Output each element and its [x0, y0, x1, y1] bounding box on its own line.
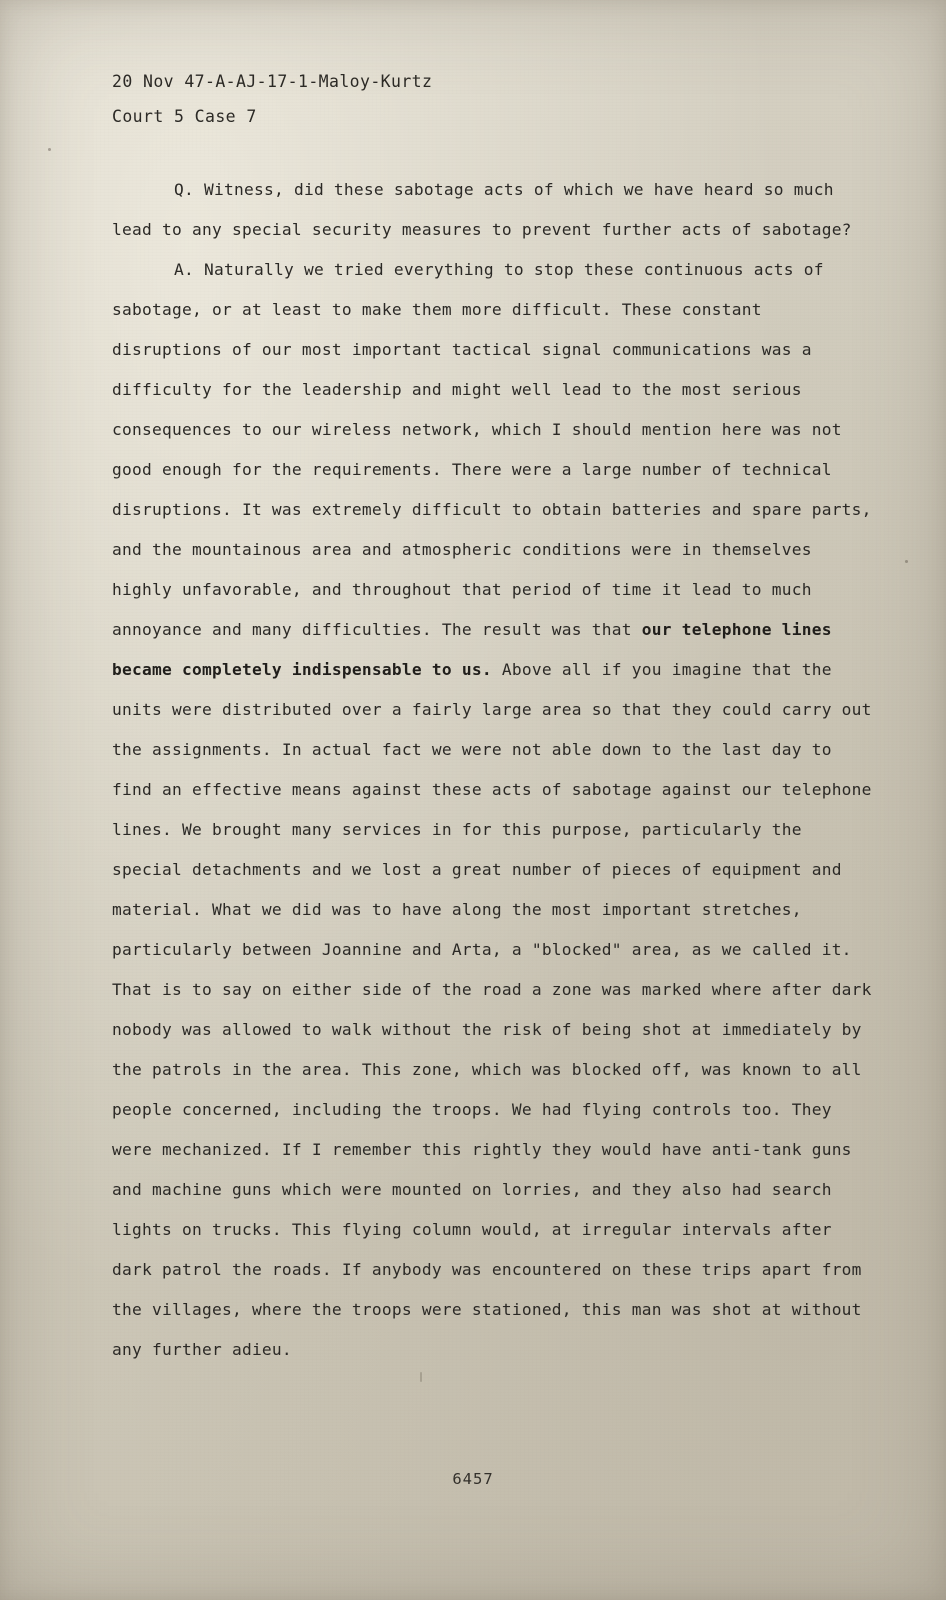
document-content — [112, 72, 872, 1370]
paper-speck-mark — [48, 148, 51, 151]
answer-part-1: A. Naturally we tried everything to stop these continuous acts of sabotage, or at least to make them more difficult. These constant disruptions of our most important tactical signal communications was a difficulty for the leadership and might well lead to the most serious consequences to our wireless network, which I should mention here was not good enough for the requirements. There were a large number of technical disruptions. It was extremely difficult to obtain batteries and spare parts, and the mountainous area and atmospheric conditions were in themselves highly unfavorable, and throughout that period of time it lead to much annoyance and many difficulties. The result was that — [112, 260, 872, 639]
answer-part-2: Above all if you imagine that the units were distributed over a fairly large area so that they could carry out the assignments. In actual fact we were not able down to the last day to find an effective means against these acts of sabotage against our telephone lines. We brought many services in for this purpose, particularly the special detachments and we lost a great number of pieces of equipment and material. What we did was to have along the most important stretches, particularly between Joannine and Arta, a "blocked" area, as we called it. That is to say on either side of the road a zone was marked where after dark nobody was allowed to walk without the risk of being shot at immediately by the patrols in the area. This zone, which was blocked off, was known to all people concerned, including the troops. We had flying controls too. They were mechanized. If I remember this rightly they would have anti-tank guns and machine guns which were mounted on lorries, and they also had search lights on trucks. This flying column would, at irregular intervals after dark patrol the roads. If anybody was encountered on these trips apart from the villages, where the troops were stationed, this man was shot at without any further adieu. — [112, 660, 872, 1359]
document-header-line-1: 20 Nov 47-A-AJ-17-1-Maloy-Kurtz — [112, 72, 433, 91]
transcript-body — [112, 170, 872, 1370]
paper-speck-mark — [905, 560, 908, 563]
document-header-line-2: Court 5 Case 7 — [112, 107, 257, 126]
question-paragraph: Q. Witness, did these sabotage acts of which we have heard so much lead to any special security measures to prevent further acts of sabotage? — [112, 180, 852, 239]
page-number: 6457 — [452, 1470, 494, 1488]
answer-paragraph — [112, 250, 872, 1370]
answer-emphasis: our telephone lines became completely indispensable to us. — [112, 620, 832, 679]
pen-stroke-mark — [420, 1372, 422, 1382]
